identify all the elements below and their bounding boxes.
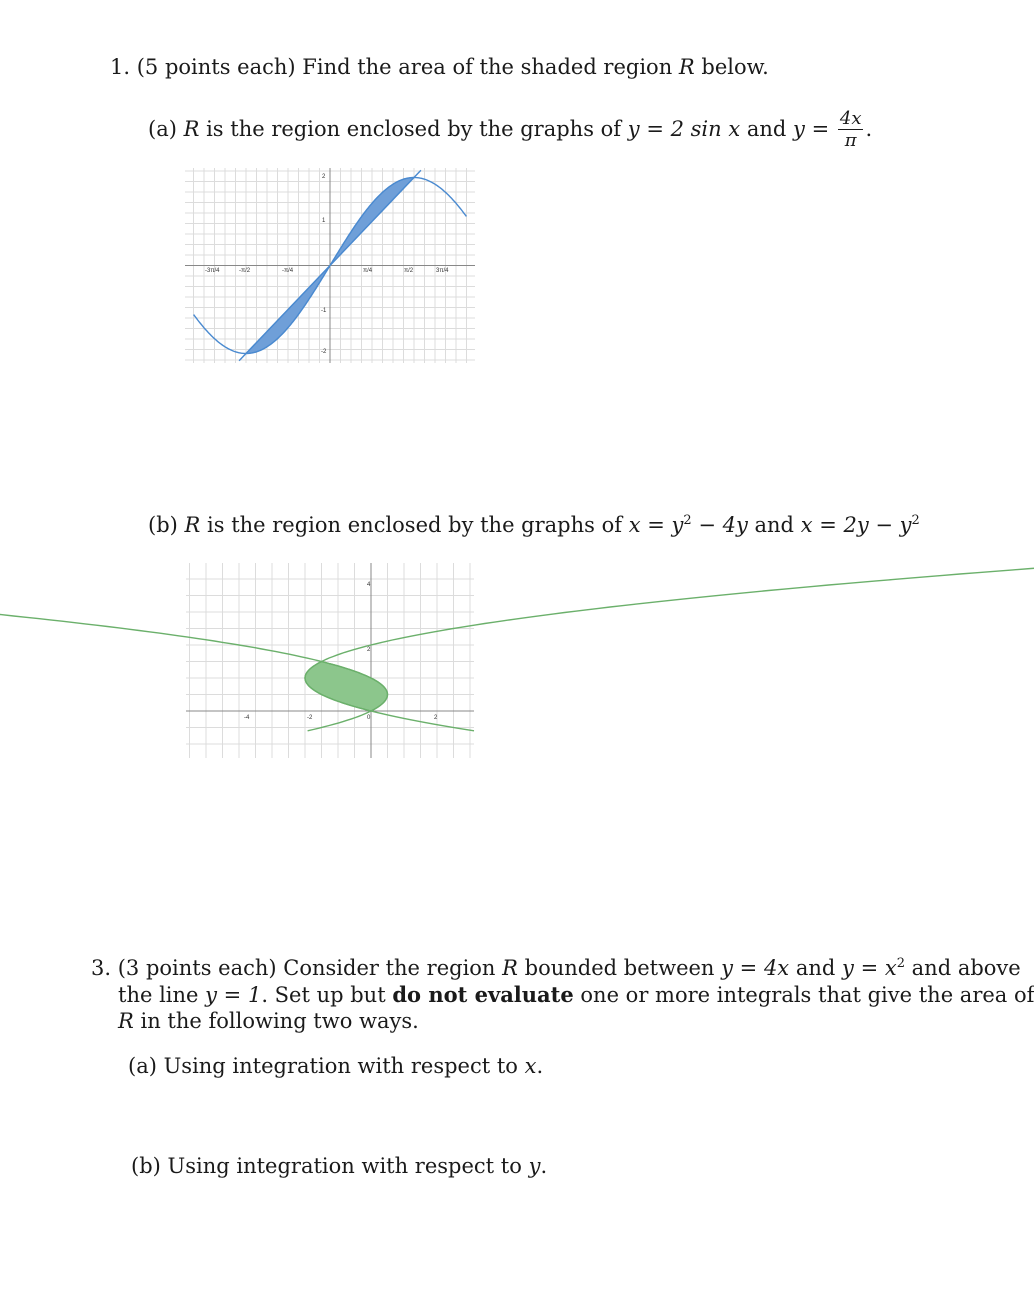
graph-a-ytick: 1: [322, 218, 326, 224]
graph-b-xtick: -4: [244, 715, 250, 721]
q1a-text: is the region enclosed by the graphs of: [206, 117, 622, 141]
q3a-label: (a): [128, 1054, 157, 1078]
graph-a-xtick: -π/2: [239, 268, 251, 274]
q1-header-text: (5 points each) Find the area of the shaded region: [136, 55, 673, 79]
q1b-eq1-right: − 4y: [691, 513, 748, 537]
q1a-var: R: [183, 117, 200, 141]
q3b-label: (b): [131, 1154, 161, 1178]
q3a-var: x: [524, 1054, 537, 1078]
q3-eq3: y = 1: [205, 983, 262, 1007]
q1a-eq2-left: y =: [793, 117, 830, 141]
graph-a-ytick: -1: [321, 308, 327, 314]
graph-a-xtick: π/2: [404, 268, 414, 274]
q1b-text: is the region enclosed by the graphs of: [207, 513, 623, 537]
q1a-fraction: [838, 109, 864, 151]
q3-var: R: [502, 956, 518, 980]
q1a-end: .: [865, 117, 873, 141]
q1b-var: R: [184, 513, 201, 537]
q3-line1: [91, 955, 1021, 981]
q1b-eq2-sq: 2: [911, 513, 920, 528]
q3-bold: do not evaluate: [392, 982, 574, 1007]
q3a-text: Using integration with respect to: [163, 1054, 518, 1078]
q3-tail: and above: [911, 956, 1021, 980]
q3-number: 3.: [91, 956, 112, 980]
graph-b-parabola-1: [305, 566, 1034, 731]
q3-conj: and: [795, 956, 836, 980]
q3-line2-b: . Set up but: [261, 983, 386, 1007]
q1-header: [110, 54, 769, 80]
q3-line2: [118, 982, 1034, 1008]
q3b-text: Using integration with respect to: [167, 1154, 522, 1178]
q1b-label: (b): [148, 513, 178, 537]
q3-line3-var: R: [118, 1009, 134, 1033]
graph-a-xtick: -π/4: [282, 268, 294, 274]
graph-b-grid: [186, 563, 474, 758]
q1a-conj: and: [746, 117, 787, 141]
q1a-statement: [148, 103, 872, 155]
graph-a-xtick: π/4: [363, 268, 373, 274]
q1b-statement: [148, 512, 920, 538]
q3a-end: .: [536, 1054, 544, 1078]
graph-a-ytick: 2: [322, 174, 326, 180]
q3-line3: [118, 1008, 419, 1034]
q3-eq2-sq: 2: [896, 956, 905, 971]
graph-a-xtick: 3π/4: [436, 268, 449, 274]
graph-b-parabola-2: [0, 572, 388, 730]
graph-a-xtick: -3π/4: [205, 268, 220, 274]
q3-line2-c: one or more integrals that give the area of: [580, 983, 1034, 1007]
q1a-frac-num: 4x: [839, 108, 862, 130]
q1a-label: (a): [148, 117, 177, 141]
graph-a: [185, 168, 475, 363]
q3-eq1: y = 4x: [721, 956, 790, 980]
q1-region-var: R: [678, 55, 695, 79]
q3-eq2: y = x: [842, 956, 897, 980]
graph-b-xtick: 0: [367, 715, 371, 721]
q1a-frac-den: π: [844, 130, 857, 152]
q1a-eq1: y = 2 sin x: [627, 117, 741, 141]
q1-number: 1.: [110, 55, 131, 79]
q1b-eq1-left: x = y: [628, 513, 684, 537]
graph-b: [186, 563, 474, 758]
q3b: [131, 1153, 547, 1179]
q3-header-a: (3 points each) Consider the region: [117, 956, 496, 980]
graph-b-ytick: 4: [367, 582, 371, 588]
q1-header-tail: below.: [701, 55, 769, 79]
q3b-var: y: [528, 1154, 541, 1178]
q1b-eq2-left: x = 2y − y: [800, 513, 912, 537]
graph-b-xtick: -2: [307, 715, 313, 721]
q3-line2-a: the line: [118, 983, 199, 1007]
q1b-eq1-sq: 2: [683, 513, 692, 528]
q1b-conj: and: [754, 513, 795, 537]
graph-a-ytick: -2: [321, 349, 327, 355]
q3-header-b: bounded between: [524, 956, 715, 980]
q3-line3-text: in the following two ways.: [140, 1009, 419, 1033]
q3a: [128, 1053, 543, 1079]
q3b-end: .: [540, 1154, 548, 1178]
graph-b-xtick: 2: [434, 715, 438, 721]
graph-b-ytick: 2: [367, 647, 371, 653]
